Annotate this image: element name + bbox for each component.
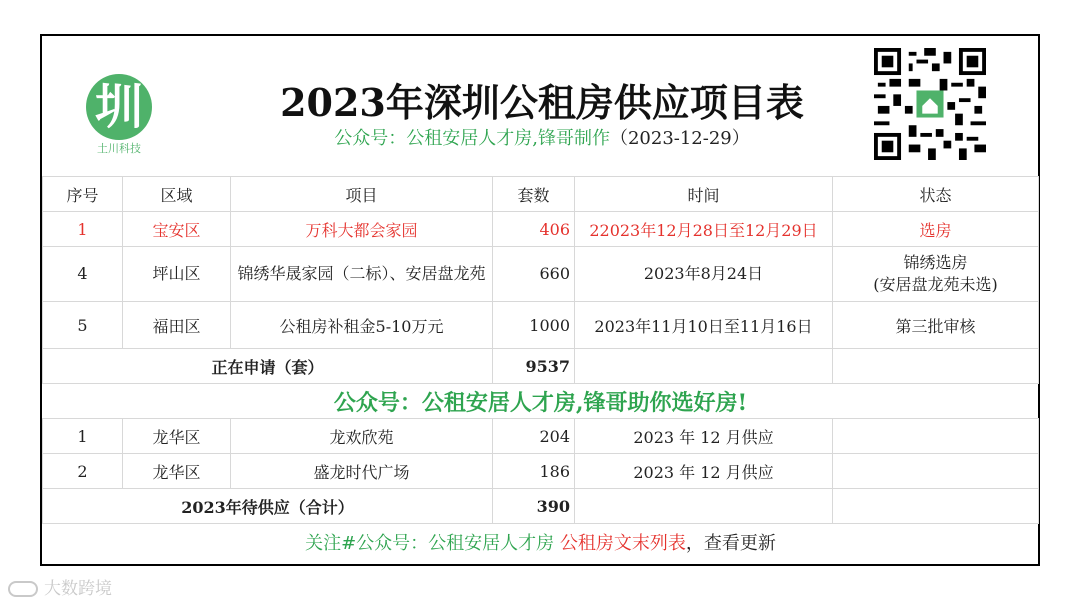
footer-list: 公租房文末列表 (559, 533, 686, 554)
cell-district: 坪山区 (123, 247, 231, 302)
cell-no: 1 (43, 419, 123, 454)
table-row (43, 419, 1039, 454)
cell-no: 2 (43, 454, 123, 489)
empty-cell (833, 419, 1039, 454)
subtitle (242, 124, 842, 150)
upcoming-label: 2023年待供应（合计） (43, 489, 493, 524)
page-title: 2023年深圳公租房供应项目表 (280, 80, 804, 125)
cell-units: 204 (493, 419, 575, 454)
cell-no: 1 (43, 212, 123, 247)
table-row (43, 302, 1039, 349)
col-header: 套数 (493, 177, 575, 212)
applying-total-row (43, 349, 1039, 384)
empty-cell (833, 349, 1039, 384)
cell-time: 2023年8月24日 (575, 247, 833, 302)
cell-status: 选房 (833, 212, 1039, 247)
col-header: 项目 (231, 177, 493, 212)
cell-project: 万科大都会家园 (231, 212, 493, 247)
footer-follow: 关注#公众号：公租安居人才房 (305, 533, 555, 554)
banner-row (43, 384, 1039, 419)
watermark-logo-icon (8, 581, 38, 597)
cell-project: 龙欢欣苑 (231, 419, 493, 454)
document-frame (40, 34, 1040, 566)
cell-units: 1000 (493, 302, 575, 349)
applying-total: 9537 (493, 349, 575, 384)
watermark (8, 574, 112, 599)
col-header: 时间 (575, 177, 833, 212)
footer-note (43, 524, 1039, 561)
promo-banner: 公众号：公租安居人才房,锋哥助你选好房! (43, 384, 1039, 419)
qr-code-icon (874, 48, 986, 160)
cell-project: 公租房补租金5-10万元 (231, 302, 493, 349)
applying-label: 正在申请（套） (43, 349, 493, 384)
table-row (43, 212, 1039, 247)
subtitle-date: （2023-12-29） (609, 128, 750, 149)
cell-status: 第三批审核 (833, 302, 1039, 349)
table-row (43, 454, 1039, 489)
table-header-row (43, 177, 1039, 212)
watermark-text: 大数跨境 (44, 579, 112, 599)
empty-cell (575, 349, 833, 384)
subtitle-prefix: 公众号：公租安居人才房,锋哥制作 (334, 128, 610, 149)
cell-time: 2023 年 12 月供应 (575, 419, 833, 454)
cell-project: 盛龙时代广场 (231, 454, 493, 489)
cell-units: 660 (493, 247, 575, 302)
empty-cell (833, 454, 1039, 489)
logo-char: 圳 (94, 79, 143, 135)
col-header: 区域 (123, 177, 231, 212)
cell-no: 5 (43, 302, 123, 349)
cell-units: 186 (493, 454, 575, 489)
cell-time: 2023年11月10日至11月16日 (575, 302, 833, 349)
upcoming-total-row (43, 489, 1039, 524)
logo-name: 土川科技 (97, 142, 141, 155)
logo (86, 74, 152, 140)
table-row (43, 247, 1039, 302)
cell-project: 锦绣华晟家园（二标）、安居盘龙苑 (231, 247, 493, 302)
cell-status: 锦绣选房 (安居盘龙苑未选) (833, 247, 1039, 302)
cell-district: 宝安区 (123, 212, 231, 247)
col-header: 序号 (43, 177, 123, 212)
header (42, 36, 1038, 176)
col-header: 状态 (833, 177, 1039, 212)
empty-cell (833, 489, 1039, 524)
empty-cell (575, 489, 833, 524)
cell-time: 2023 年 12 月供应 (575, 454, 833, 489)
cell-district: 龙华区 (123, 419, 231, 454)
cell-units: 406 (493, 212, 575, 247)
supply-table (42, 176, 1039, 560)
cell-district: 龙华区 (123, 454, 231, 489)
cell-time: 22023年12月28日至12月29日 (575, 212, 833, 247)
cell-no: 4 (43, 247, 123, 302)
footer-row (43, 524, 1039, 561)
footer-update: ，查看更新 (685, 533, 776, 554)
cell-district: 福田区 (123, 302, 231, 349)
upcoming-total: 390 (493, 489, 575, 524)
